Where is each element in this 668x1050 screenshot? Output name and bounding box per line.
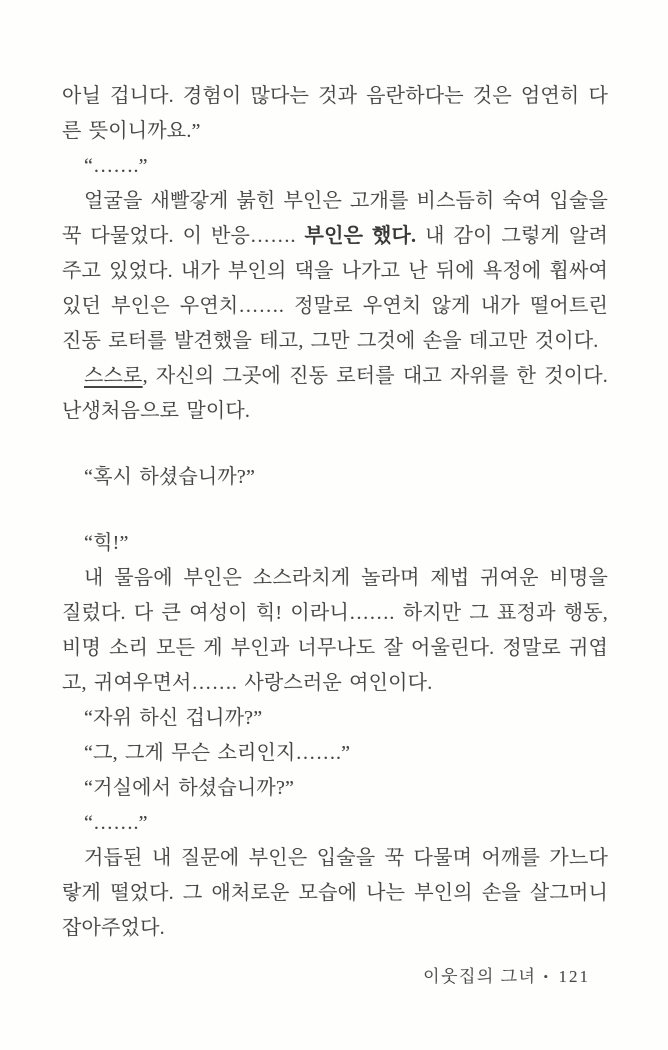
paragraph [62, 460, 608, 495]
page-text [62, 79, 608, 946]
paragraph [62, 701, 608, 736]
body-text: “그, 그게 무슨 소리인지…….” [84, 742, 351, 764]
paragraph [62, 806, 608, 841]
body-text: “…….” [84, 155, 148, 177]
body-text: 아닐 겁니다. 경험이 많다는 것과 음란하다는 것은 엄연히 다른 뜻이니까요.” [62, 85, 608, 142]
running-title: 이웃집의 그녀 [423, 967, 537, 986]
bold-text: 부인은 했다. [304, 225, 417, 247]
paragraph [62, 359, 608, 429]
paragraph [62, 526, 608, 561]
paragraph [62, 736, 608, 771]
body-text: 내 감이 그렇게 알려주고 있었다. 내가 부인의 댁을 나가고 난 뒤에 욕정에 휩싸여있던 부인은 우연치……. 정말로 우연치 않게 내가 떨어트린 진동 로터를 발견했을 테고, 그만 그것에 손을 데고만 것이다. [62, 225, 608, 352]
paragraph [62, 184, 608, 359]
body-text: “…….” [84, 812, 148, 834]
paragraph [62, 771, 608, 806]
body-text: “거실에서 하셨습니까?” [84, 777, 295, 799]
paragraph [62, 79, 608, 149]
body-text: 얼굴을 새빨갛게 붉힌 부인은 고개를 비스듬히 숙여 입술을 꾹 다물었다. 이 반응……. [62, 190, 608, 247]
body-text: “힉!” [84, 532, 129, 554]
body-text: , 자신의 그곳에 진동 로터를 대고 자위를 한 것이다. 난생처음으로 말이다. [62, 365, 608, 422]
body-text: 거듭된 내 질문에 부인은 입술을 꾹 다물며 어깨를 가느다랗게 떨었다. 그 애처로운 모습에 나는 부인의 손을 살그머니 잡아주었다. [62, 847, 608, 939]
page-number: 121 [558, 967, 590, 986]
body-text: “자위 하신 겁니까?” [84, 707, 263, 729]
underlined-text: 스스로 [84, 365, 143, 387]
paragraph [62, 841, 608, 946]
body-text: “혹시 하셨습니까?” [84, 466, 256, 488]
body-text: 내 물음에 부인은 소스라치게 놀라며 제법 귀여운 비명을 질렀다. 다 큰 여성이 힉! 이라니……. 하지만 그 표정과 행동, 비명 소리 모든 게 부인과 너무나도 잘 어울린다. 정말로 귀엽고, 귀여우면서……. 사랑스러운 여인이다. [62, 567, 608, 694]
page-footer [423, 964, 590, 990]
paragraph [62, 561, 608, 701]
footer-separator-dot: • [543, 969, 550, 984]
paragraph [62, 149, 608, 184]
